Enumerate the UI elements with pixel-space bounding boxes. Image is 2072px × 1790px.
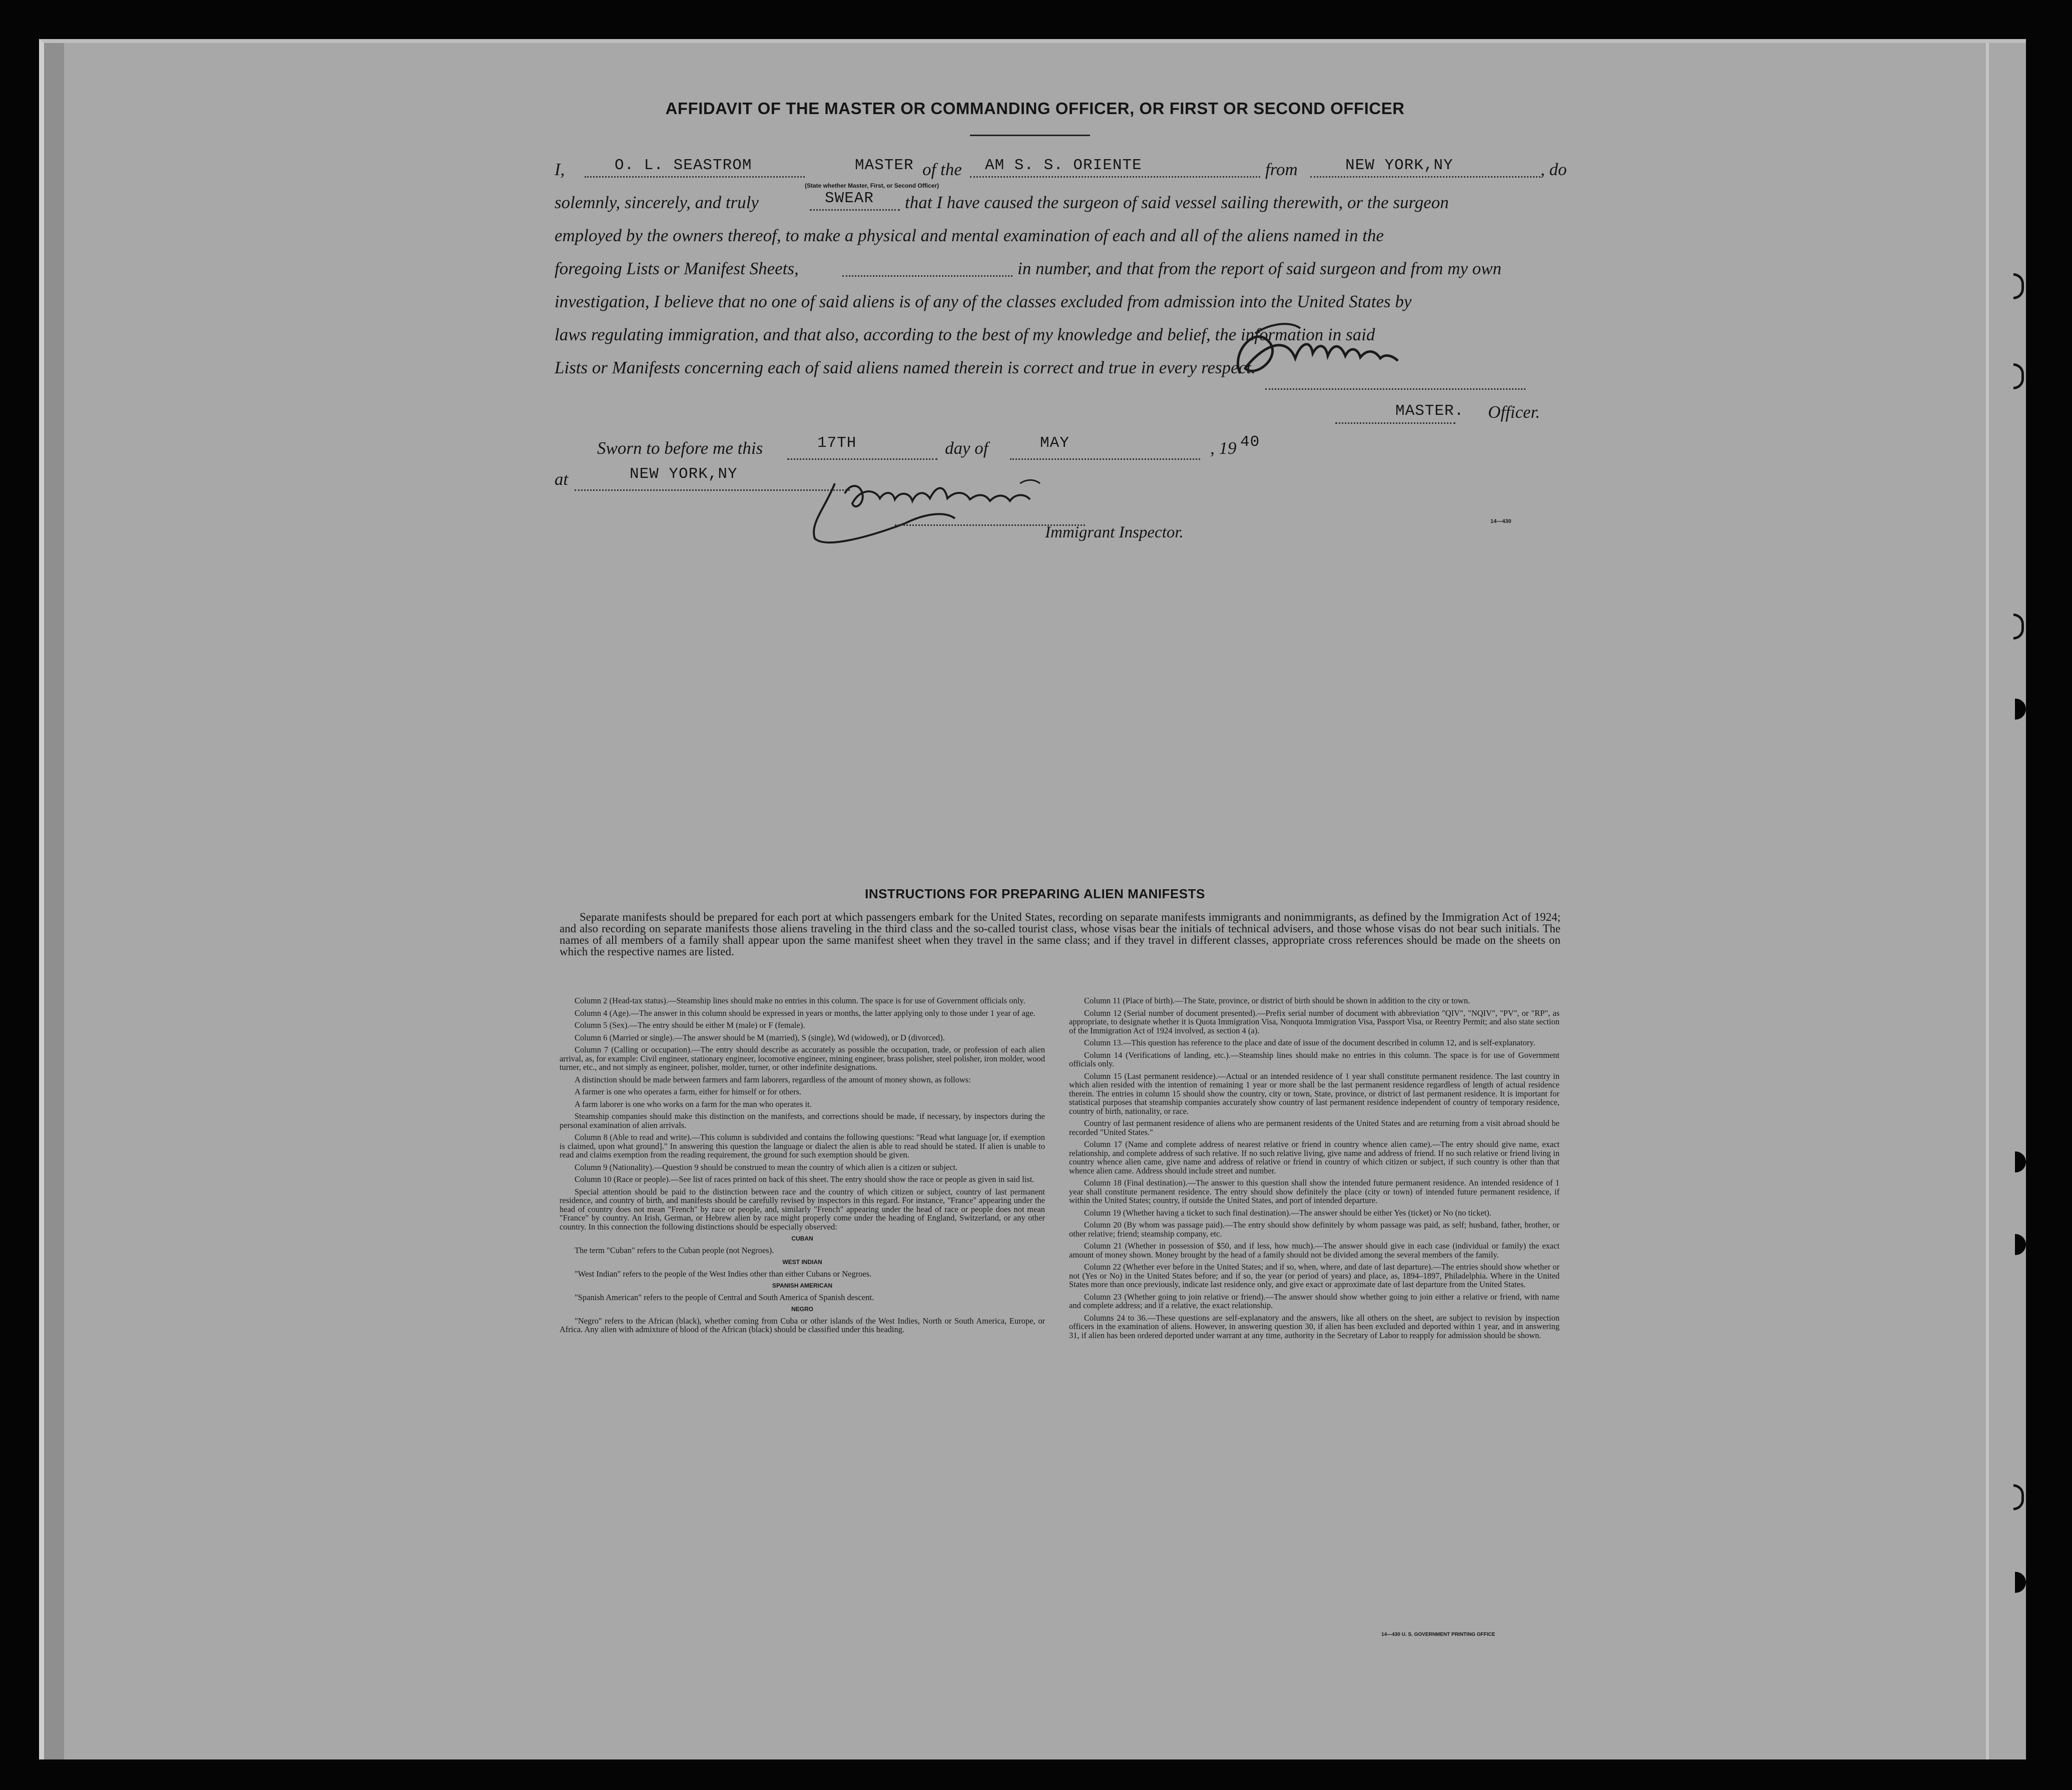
instruction-paragraph: The term "Cuban" refers to the Cuban people (not Negroes). [575,1245,774,1255]
instruction-paragraph: Column 21 (Whether in possession of $50, and if less, how much).—The answer should give in each case (individual or family) the exact amount of money shown. Money brought by the head of a family should not be divided among the several members of the family. [1069,1241,1560,1260]
instruction-paragraph: A distinction should be made between farmers and farm laborers, regardless of the amount of money shown, as follows: [575,1074,971,1084]
affidavit-title: AFFIDAVIT OF THE MASTER OR COMMANDING OFFICER, OR FIRST OR SECOND OFFICER [665,99,1405,118]
count-blank [842,275,1012,277]
instruction-paragraph: Column 2 (Head-tax status).—Steamship lines should make no entries in this column. The space is for use of Government officials only. [575,996,1025,1005]
form-number: 14—430 [1490,518,1511,524]
affidavit-line-6: laws regulating immigration, and that also, according to the best of my knowledge and belief, the information in said [555,325,1375,344]
instructions-left-column [560,996,1045,1338]
binder-hole [2013,273,2024,299]
instruction-paragraph: Column 10 (Race or people).—See list of races printed on back of this sheet. The entry should show the race or people as given in said list. [575,1174,1034,1184]
oath-type: SWEAR [825,190,874,207]
instruction-paragraph: "West Indian" refers to the people of the West Indies other than either Cubans or Negroes. [575,1269,872,1279]
binder-hole [2015,1151,2026,1172]
instruction-paragraph: Steamship companies should make this distinction on the manifests, and corrections should be made, if necessary, by inspectors during the personal examination of alien arrivals. [560,1111,1045,1130]
instruction-paragraph: "Negro" refers to the African (black), whether coming from Cuba or other islands of the West Indies, North or South America, Europe, or Africa. Any alien with admixture of blood of the African (black) should be classified under this heading. [560,1316,1045,1334]
vessel-name: AM S. S. ORIENTE [985,157,1142,174]
instruction-paragraph: Column 7 (Calling or occupation).—The entry should describe as accurately as possible the occupation, trade, or profession of each alien arrival, as, for example: Civil engineer, stationary engineer, locomotive engineer, mining engineer, brass polisher, steel polisher, iron molder, wood turner, etc., and not simply as engineer, polisher, molder, turner, or other indefinite designations. [560,1045,1045,1072]
instruction-paragraph: "Spanish American" refers to the people of Central and South America of Spanish descent. [575,1292,874,1302]
instruction-paragraph: Column 6 (Married or single).—The answer should be M (married), S (single), Wd (widowed), or D (divorced). [575,1032,945,1042]
section-heading: WEST INDIAN [782,1259,822,1266]
title-rule [970,135,1090,136]
officer-name: O. L. SEASTROM [615,157,752,174]
instruction-paragraph: Column 4 (Age).—The answer in this column should be expressed in years or months, the latter applying only to those under 1 year of age. [575,1008,1035,1018]
instruction-paragraph: Column 20 (By whom was passage paid).—The entry should show definitely by whom passage was paid, as self; husband, father, brother, or other relative; friend; steamship company, etc. [1069,1220,1560,1239]
inspector-signature [805,463,1085,553]
instruction-paragraph: A farmer is one who operates a farm, either for himself or for others. [575,1087,802,1096]
inspector-label: Immigrant Inspector. [1045,523,1184,541]
signature-rule [1265,388,1525,390]
instruction-paragraph: Column 11 (Place of birth).—The State, province, or district of birth should be shown in addition to the city or town. [1084,996,1470,1005]
binder-hole [2013,363,2024,389]
binder-hole [2015,699,2026,720]
instruction-paragraph: Special attention should be paid to the distinction between race and the country of which citizen or subject, country of last permanent residence, and country of birth, and manifests should be carefully revised by inspectors in this regard. For instance, "France" appearing under the head of country does not mean "French" by race or people, and, similarly "French" appearing under the head of race or people does not mean "France" by country. An Irish, German, or Hebrew alien by race might properly come under the heading of England, Switzerland, or any other country. In this connection the following distinctions should be especially observed: [560,1186,1045,1232]
binder-hole [2013,1484,2024,1510]
affidavit-line-4: foregoing Lists or Manifest Sheets, in number, and that from the report of said surgeon and from my own [555,259,1502,278]
departure-port: NEW YORK,NY [1345,157,1453,174]
sworn-day: 17TH [817,434,857,452]
instruction-paragraph: A farm laborer is one who works on a farm for the man who operates it. [575,1099,812,1109]
instruction-paragraph: Column 22 (Whether ever before in the United States; and if so, when, where, and date of last departure).—The entries should show whether or not (Yes or No) in the United States before; and if so, the year (or period of years) and place, as, 1894–1897, Philadelphia. Where in the United States more than once previously, indicate last residence only, and give exact or approximate date of last departure from the United States. [1069,1262,1560,1289]
sworn-month: MAY [1040,434,1070,452]
instruction-paragraph: Column 19 (Whether having a ticket to such final destination).—The answer should be either Yes (ticket) or No (no ticket). [1084,1208,1491,1218]
instruction-paragraph: Columns 24 to 36.—These questions are self-explanatory and the answers, like all others on the sheet, are subject to revision by inspection officers in the examination of aliens. However, in answering question 30, if alien has been excluded and deported within 1 year, and in answering 31, if alien has been ordered deported under warrant at any time, authority in the Secretary of Labor to reapply for admission should be shown. [1069,1313,1560,1340]
instruction-paragraph: Country of last permanent residence of aliens who are permanent residents of the United States and are returning from a visit abroad should be recorded "United States." [1069,1118,1560,1137]
instruction-paragraph: Column 14 (Verifications of landing, etc.).—Steamship lines should make no entries in this column. The space is for use of Government officials only. [1069,1050,1560,1068]
sworn-place: NEW YORK,NY [630,465,738,483]
manifest-page: AFFIDAVIT OF THE MASTER OR COMMANDING OFFICER, OR FIRST OR SECOND OFFICER I, O. L. SEASTROM MASTER (State whether Master, First, or Second Officer) of the AM S. S. ORIENTE from NEW YORK,NY , do solemnly, sincerely, and truly SWEAR that I have caused the surgeon of said vessel sailing therewith, or the surgeon employed by the owners thereof, to make a physical and mental examination of each and all of the aliens named in the foregoing Lists or Manifest Sheets, in number, and that from the report of said surgeon and from my own investigation, I believe that no one of said aliens is of any of the classes excluded from admission into the United States by laws regulating immigration, and that also, according to the best of my knowledge and belief, the information in said Lists or Manifests concerning each of said aliens named therein is correct and true in every respect. MASTER. Officer. Sworn to before me this 17TH day of MAY , 19 40 at NEW YORK,NY Immigrant Inspector. 14—430 INSTRUCTIONS FOR PREPARING ALIEN MANIFESTS Separate manifests should be prepared for each port at which passengers embark for the United States, recording on separate manifests immigrants and nonimmigrants, as defined by the Immigration Act of 1924; and also recording on separate manifests those aliens traveling in the third class and the so-called tourist class, whose visas bear the initials of technical advisers, and those whose visas do not bear such initials. The names of all members of a family shall appear upon the same manifest sheet when they travel in the same class; and if they travel in different classes, appropriate cross references should be made on the sheets on which the respective names are listed. Column 2 (Head-tax status).—Steamship lines should make no entries in this column. The space is for use of Government officials only. Column 4 (Age).—The answer in this column should be expressed in years or months, the latter applying only to those under 1 year of age. Column 5 (Sex).—The entry should be either M (male) or F (female). Column 6 (Married or single).—The answer should be M (married), S (single), Wd (widowed), or D (divorced). Column 7 (Calling or occupation).—The entry should describe as accurately as possible the occupation, trade, or profession of each alien arrival, as, for example: Civil engineer, stationary engineer, locomotive engineer, mining engineer, brass polisher, steel polisher, iron molder, wood turner, etc., and not simply as engineer, polisher, molder, turner, or other indefinite designations. A distinction should be made between farmers and farm laborers, regardless of the amount of money shown, as follows: A farmer is one who operates a farm, either for himself or for others. A farm laborer is one who works on a farm for the man who operates it. Steamship companies should make this distinction on the manifests, and corrections should be made, if necessary, by inspectors during the personal examination of alien arrivals. Column 8 (Able to read and write).—This column is subdivided and contains the following questions: "Read what language [or, if exemption is claimed, upon what ground]." In answering this question the language or dialect the alien is able to read should be stated. If alien is unable to read and claims exemption from the reading requirement, the ground for such exemption should be given. Column 9 (Nationality).—Question 9 should be construed to mean the country of which alien is a citizen or subject. Column 10 (Race or people).—See list of races printed on back of this sheet. The entry should show the race or people as given in said list. Special attention should be paid to the distinction between race and the country of which citizen or subject, country of last permanent residence, and country of birth, and manifests should be carefully revised by inspectors in this regard. For instance, "France" appearing under the head of country does not mean "French" by race or people, and, similarly "French" appearing under the head of race or people does not mean "France" by country. An Irish, German, or Hebrew alien by race might properly come under the heading of England, Switzerland, or any other country. In this connection the following distinctions should be especially observed: CUBAN The term "Cuban" refers to the Cuban people (not Negroes). WEST INDIAN "West Indian" refers to the people of the West Indies other than either Cubans or Negroes. SPANISH AMERICAN "Spanish American" refers to the people of Central and South America of Spanish descent. NEGRO "Negro" refers to the African (black), whether coming from Cuba or other islands of the West Indies, North or South America, Europe, or Africa. Any alien with admixture of blood of the African (black) should be classified under this heading. Column 11 (Place of birth).—The State, province, or district of birth should be shown in addition to the city or town. Column 12 (Serial number of document presented).—Prefix serial number of document with abbreviation "QIV", "NQIV", "PV", or "RP", as appropriate, to designate whether it is Quota Immigration Visa, Nonquota Immigration Visa, Passport Visa, or Reentry Permit; and also state section of the Immigration Act of 1924 involved, as section 4 (a). Column 13.—This question has reference to the place and date of issue of the document described in column 12, and is self-explanatory. Column 14 (Verifications of landing, etc.).—Steamship lines should make no entries in this column. The space is for use of Government officials only. Column 15 (Last permanent residence).—Actual or an intended residence of 1 year shall constitute permanent residence. The last country in which alien resided with the intention of remaining 1 year or more shall be the last permanent residence regardless of length of actual residence therein. The entries in column 15 should show the country, city or town, State, province, or district of last permanent residence. It is important for statistical purposes that steamship companies accurately show country of last permanent residence independent of country of temporary residence, country of birth, nationality, or race. Country of last permanent residence of aliens who are permanent residents of the United States and are returning from a visit abroad should be recorded "United States." Column 17 (Name and complete address of nearest relative or friend in country whence alien came).—The entry should give name, exact relationship, and complete address of such relative. If no such relative living, give name and address of friend. If no such relative or friend living in country whence alien came, give name and address of relative or friend in country of which citizen or subject, if such country is other than that whence alien came. Address should include street and number. Column 18 (Final destination).—The answer to this question shall show the intended future permanent residence. An intended residence of 1 year shall constitute permanent residence. The entry should show definitely the place (city or town) of intended future permanent residence, if within the United States; country, if outside the United States, and port of intended departure. Column 19 (Whether having a ticket to such final destination).—The answer should be either Yes (ticket) or No (no ticket). Column 20 (By whom was passage paid).—The entry should show definitely by whom passage was paid, as self; husband, father, brother, or other relative; friend; steamship company, etc. Column 21 (Whether in possession of $50, and if less, how much).—The answer should give in each case (individual or family) the exact amount of money shown. Money brought by the head of a family should not be divided among the several members of the family. Column 22 (Whether ever before in the United States; and if so, when, where, and date of last departure).—The entries should show whether or not (Yes or No) in the United States before; and if so, the year (or period of years) and place, as, 1894–1897, Philadelphia. Where in the United States more than once previously, indicate last residence only, and give exact or approximate date of last departure from the United States. Column 23 (Whether going to join relative or friend).—The answer should show whether going to join either a relative or friend, with name and complete address; and if a relative, the exact relationship. Columns 24 to 36.—These questions are self-explanatory and the answers, like all others on the sheet, are subject to revision by inspection officers in the examination of aliens. However, in answering question 30, if alien has been excluded and deported within 1 year, and in answering 31, if alien has been ordered deported under warrant at any time, authority in the Secretary of Labor to reapply for admission should be shown. 14—430 U. S. GOVERNMENT PRINTING OFFICE [39,39,2026,1759]
instruction-paragraph: Column 15 (Last permanent residence).—Actual or an intended residence of 1 year shall constitute permanent residence. The last country in which alien resided with the intention of remaining 1 year or more shall be the last permanent residence regardless of length of actual residence therein. The entries in column 15 should show the country, city or town, State, province, or district of last permanent residence. It is important for statistical purposes that steamship companies accurately show country of last permanent residence independent of country of temporary residence, country of birth, nationality, or race. [1069,1071,1560,1116]
section-heading: SPANISH AMERICAN [772,1282,832,1289]
instruction-paragraph: Column 23 (Whether going to join relative or friend).—The answer should show whether going to join either a relative or friend, with name and complete address; and if a relative, the exact relationship. [1069,1292,1560,1310]
affidavit-line-1: I, O. L. SEASTROM MASTER (State whether Master, First, or Second Officer) of the AM S. S. ORIENTE from NEW YORK,NY , do [555,153,1576,186]
binder-hole [2013,614,2024,640]
officer-label: Officer. [1488,402,1540,422]
section-heading: CUBAN [791,1235,813,1242]
instruction-paragraph: Column 9 (Nationality).—Question 9 should be construed to mean the country of which alien is a citizen or subject. [575,1162,958,1172]
section-heading: NEGRO [791,1306,813,1313]
instruction-paragraph: Column 18 (Final destination).—The answer to this question shall show the intended future permanent residence. An intended residence of 1 year shall constitute permanent residence. The entry should show definitely the place (city or town) of intended future permanent residence, if within the United States; country, if outside the United States, and port of intended departure. [1069,1178,1560,1205]
printer-imprint: 14—430 U. S. GOVERNMENT PRINTING OFFICE [1381,1632,1495,1637]
affidavit-line-2: solemnly, sincerely, and truly SWEAR that I have caused the surgeon of said vessel sailing therewith, or the surgeon [555,186,1576,219]
instruction-paragraph: Column 17 (Name and complete address of nearest relative or friend in country whence alien came).—The entry should give name, exact relationship, and complete address of such relative. If no such relative living, give name and address of friend. If no such relative or friend living in country whence alien came, give name and address of relative or friend in country of which citizen or subject, if such country is other than that whence alien came. Address should include street and number. [1069,1139,1560,1175]
binder-hole [2015,1234,2026,1255]
instruction-paragraph: Column 8 (Able to read and write).—This column is subdivided and contains the following questions: "Read what language [or, if exemption is claimed, upon what ground]." In answering this question the language or dialect the alien is able to read should be stated. If alien is unable to read and claims exemption from the reading requirement, the ground for such exemption should be given. [560,1132,1045,1159]
instructions-intro: Separate manifests should be prepared for each port at which passengers embark for the United States, recording on separate manifests immigrants and nonimmigrants, as defined by the Immigration Act of 1924; and also recording on separate manifests those aliens traveling in the third class and the so-called tourist class, whose visas bear the initials of technical advisers, and those whose visas do not bear such initials. The names of all members of a family shall appear upon the same manifest sheet when they travel in the same class; and if they travel in different classes, appropriate cross references should be made on the sheets on which the respective names are listed. [560,911,1561,958]
affidavit-body [555,153,1576,384]
instructions-right-column [1069,996,1560,1343]
instruction-paragraph: Column 13.—This question has reference to the place and date of issue of the document described in column 12, and is self-explanatory. [1084,1038,1535,1047]
signer-rank: MASTER. [1395,402,1464,420]
binder-hole [2015,1572,2026,1593]
instruction-paragraph: Column 12 (Serial number of document presented).—Prefix serial number of document with abbreviation "QIV", "NQIV", "PV", or "RP", as appropriate, to designate whether it is Quota Immigration Visa, Nonquota Immigration Visa, Passport Visa, or Reentry Permit; and also state section of the Immigration Act of 1924 involved, as section 4 (a). [1069,1008,1560,1035]
instructions-title: INSTRUCTIONS FOR PREPARING ALIEN MANIFESTS [865,886,1205,901]
affidavit-line-7: Lists or Manifests concerning each of said aliens named therein is correct and true in every respect. [555,358,1256,377]
sworn-year: 40 [1240,433,1260,451]
instruction-paragraph: Column 5 (Sex).—The entry should be either M (male) or F (female). [575,1020,805,1030]
affidavit-line-5: investigation, I believe that no one of said aliens is of any of the classes excluded from admission into the United States by [555,292,1412,311]
affidavit-line-3: employed by the owners thereof, to make a physical and mental examination of each and all of the aliens named in the [555,226,1384,245]
master-signature [1225,313,1405,388]
officer-rank: MASTER [855,157,914,174]
rank-note: (State whether Master, First, or Second Officer) [805,182,939,189]
